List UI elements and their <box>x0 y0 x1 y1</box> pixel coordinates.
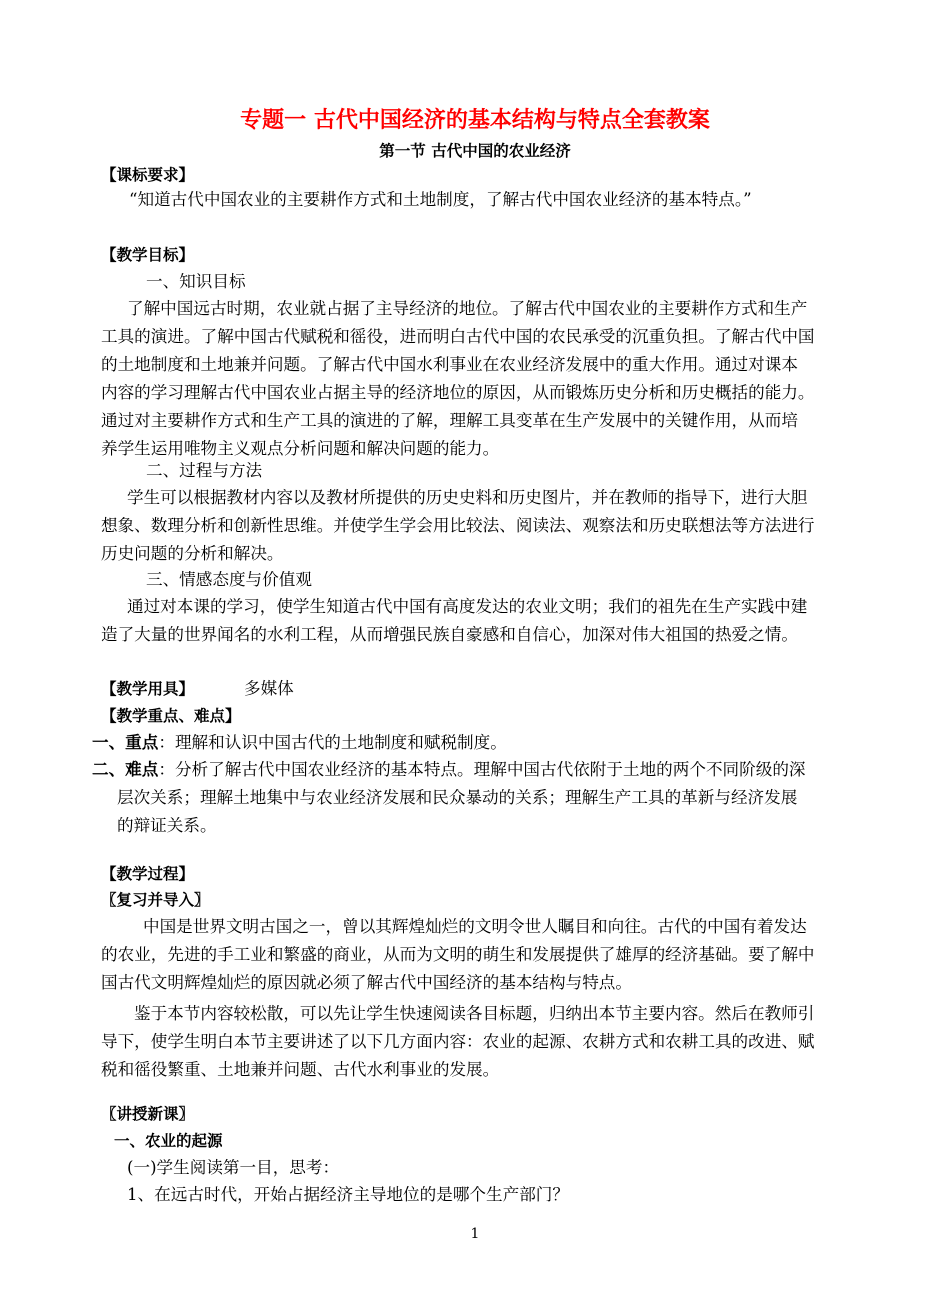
guide-line: 鉴于本节内容较松散，可以先让学生快速阅读各目标题，归纳出本节主要内容。然后在教师引 <box>134 1004 815 1023</box>
process-line: 想象、数理分析和创新性思维。并使学生学会用比较法、阅读法、观察法和历史联想法等方法进行 <box>101 516 815 535</box>
kebiao-text: “知道古代中国农业的主要耕作方式和土地制度，了解古代中国农业经济的基本特点。” <box>129 190 752 209</box>
review-line: 的农业，先进的手工业和繁盛的商业，从而为文明的萌生和发展提供了雄厚的经济基础。要了解中 <box>101 945 815 964</box>
zhongdian-label: 一、重点 <box>92 733 159 752</box>
nandian-label: 二、难点 <box>92 760 159 779</box>
page-number: 1 <box>470 1226 480 1242</box>
emotion-line: 造了大量的世界闻名的水利工程，从而增强民族自豪感和自信心，加深对伟大祖国的热爱之情。 <box>101 625 798 644</box>
origin-heading: 一、农业的起源 <box>114 1132 223 1150</box>
tools-heading: 【教学用具】 <box>101 680 195 698</box>
guocheng-heading: 【教学过程】 <box>101 865 195 883</box>
knowledge-heading: 一、知识目标 <box>146 272 246 291</box>
review-line: 中国是世界文明古国之一，曾以其辉煌灿烂的文明令世人瞩目和向往。古代的中国有着发达 <box>143 917 807 936</box>
nandian-line <box>92 756 806 784</box>
process-line: 历史问题的分析和解决。 <box>101 544 284 563</box>
nandian-text: ：分析了解古代中国农业经济的基本特点。理解中国古代依附于土地的两个不同阶级的深 <box>158 760 806 779</box>
zhongdian-text: ：理解和认识中国古代的土地制度和赋税制度。 <box>158 733 507 752</box>
guide-line: 税和徭役繁重、土地兼并问题、古代水利事业的发展。 <box>101 1060 500 1079</box>
guide-line: 导下，使学生明白本节主要讲述了以下几方面内容：农业的起源、农耕方式和农耕工具的改进、赋 <box>101 1032 815 1051</box>
emotion-line: 通过对本课的学习，使学生知道古代中国有高度发达的农业文明；我们的祖先在生产实践中建 <box>127 597 808 616</box>
process-line: 学生可以根据教材内容以及教材所提供的历史史料和历史图片，并在教师的指导下，进行大胆 <box>127 488 808 507</box>
mubiao-heading: 【教学目标】 <box>101 246 195 264</box>
knowledge-line: 的土地制度和土地兼并问题。了解古代中国水利事业在农业经济发展中的重大作用。通过对课本 <box>101 355 798 374</box>
knowledge-line: 了解中国远古时期，农业就占据了主导经济的地位。了解古代中国农业的主要耕作方式和生产 <box>127 299 808 318</box>
review-heading: 〖复习并导入〗 <box>101 891 210 909</box>
nandian-line: 的辩证关系。 <box>117 816 217 835</box>
knowledge-line: 养学生运用唯物主义观点分析问题和解决问题的能力。 <box>101 439 500 458</box>
tools-value: 多媒体 <box>244 679 294 698</box>
newlesson-heading: 〖讲授新课〗 <box>101 1105 195 1123</box>
knowledge-line: 通过对主要耕作方式和生产工具的演进的了解，理解工具变革在生产发展中的关键作用，从而培 <box>101 411 798 430</box>
question-1: 1、在远古时代，开始占据经济主导地位的是哪个生产部门？ <box>127 1185 569 1204</box>
knowledge-line: 内容的学习理解古代中国农业占据主导的经济地位的原因，从而锻炼历史分析和历史概括的能力。 <box>101 383 815 402</box>
keypoints-heading: 【教学重点、难点】 <box>101 707 241 725</box>
zhongdian-line <box>92 729 507 757</box>
knowledge-line: 工具的演进。了解中国古代赋税和徭役，进而明白古代中国的农民承受的沉重负担。了解古代中国 <box>101 327 815 346</box>
emotion-heading: 三、情感态度与价值观 <box>146 570 312 589</box>
kebiao-heading: 【课标要求】 <box>101 166 195 184</box>
section-subtitle: 第一节 古代中国的农业经济 <box>379 142 571 160</box>
review-line: 国古代文明辉煌灿烂的原因就必须了解古代中国经济的基本结构与特点。 <box>101 973 632 992</box>
process-heading: 二、过程与方法 <box>146 461 263 480</box>
document-title: 专题一 古代中国经济的基本结构与特点全套教案 <box>240 108 710 133</box>
read-first-text: (一)学生阅读第一目，思考： <box>127 1158 340 1177</box>
nandian-line: 层次关系；理解土地集中与农业经济发展和民众暴动的关系；理解生产工具的革新与经济发展 <box>117 788 798 807</box>
